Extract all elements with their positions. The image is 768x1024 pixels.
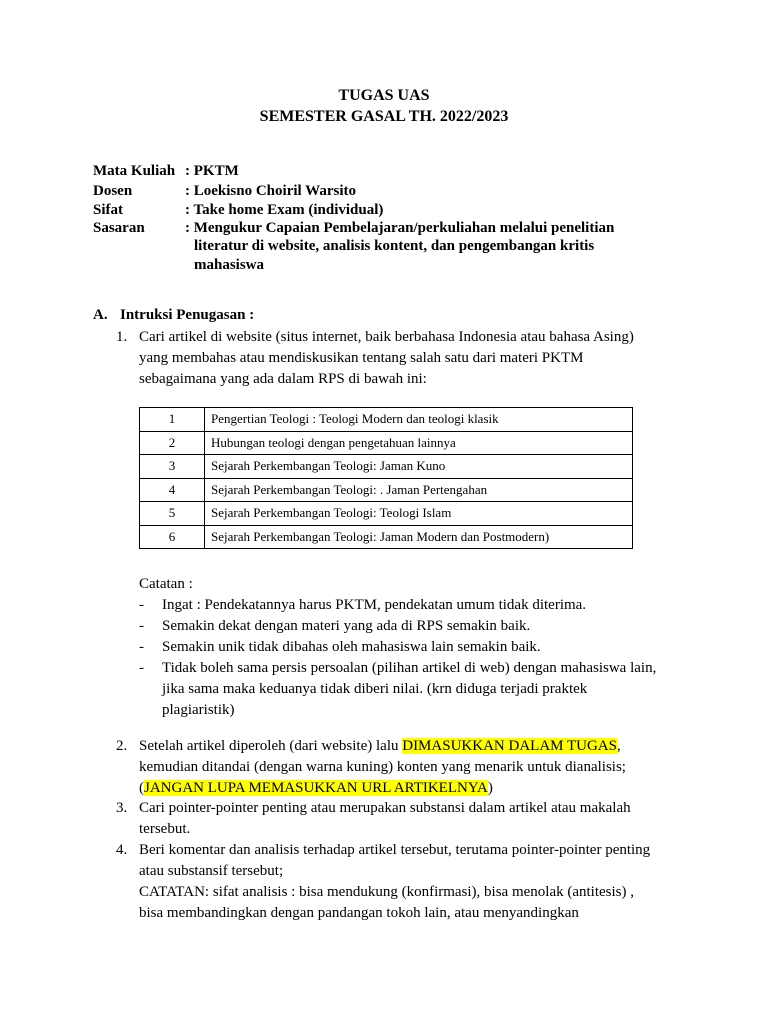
info-value-target-cont: mahasiswa [194,257,265,273]
table-cell-number: 3 [140,455,205,479]
paragraph-line: Beri komentar dan analisis terhadap artikel tersebut, terutama pointer-pointer penting [139,842,651,858]
list-number: 3. [116,800,128,816]
section-a-heading: Intruksi Penugasan : [120,307,255,323]
text-run: ( [139,780,144,796]
table-cell-number: 2 [140,431,205,455]
note-dash: - [139,639,144,655]
note-item-cont: jika sama maka keduanya tidak diberi nilai. (krn diduga terjadi praktek [162,681,588,697]
paragraph-line: sebagaimana yang ada dalam RPS di bawah ini: [139,371,427,387]
table-cell-topic: Hubungan teologi dengan pengetahuan lainnya [205,431,633,455]
note-item: Semakin dekat dengan materi yang ada di RPS semakin baik. [162,618,531,634]
note-dash: - [139,618,144,634]
table-row [140,408,633,432]
info-value-target: : Mengukur Capaian Pembelajaran/perkuliahan melalui penelitian [185,220,615,236]
info-value-course: : PKTM [185,163,239,179]
table-row [140,478,633,502]
paragraph-line: Cari pointer-pointer penting atau merupakan substansi dalam artikel atau makalah [139,800,631,816]
table-cell-topic: Sejarah Perkembangan Teologi: Teologi Islam [205,502,633,526]
document-title: TUGAS UAS [338,87,430,104]
table-cell-topic: Sejarah Perkembangan Teologi: Jaman Kuno [205,455,633,479]
highlighted-text: DIMASUKKAN DALAM TUGAS [402,738,617,754]
document-subtitle: SEMESTER GASAL TH. 2022/2023 [259,108,509,125]
table-row [140,502,633,526]
note-item: Semakin unik tidak dibahas oleh mahasiswa lain semakin baik. [162,639,541,655]
note-item: Ingat : Pendekatannya harus PKTM, pendekatan umum tidak diterima. [162,597,587,613]
table-cell-number: 4 [140,478,205,502]
note-item: Tidak boleh sama persis persoalan (pilihan artikel di web) dengan mahasiswa lain, [162,660,657,676]
notes-label: Catatan : [139,576,193,592]
paragraph-line: CATATAN: sifat analisis : bisa mendukung (konfirmasi), bisa menolak (antitesis) , [139,884,635,900]
paragraph-line [139,780,493,797]
table-row [140,431,633,455]
text-run: , [616,738,621,754]
rps-table [139,407,633,549]
table-cell-topic: Pengertian Teologi : Teologi Modern dan teologi klasik [205,408,633,432]
info-value-lecturer: : Loekisno Choiril Warsito [185,183,356,199]
info-label-course: Mata Kuliah [93,163,176,179]
note-dash: - [139,660,144,676]
info-label-type: Sifat [93,202,123,218]
info-value-target-cont: literatur di website, analisis kontent, dan pengembangan kritis [194,238,595,254]
list-number: 2. [116,738,128,754]
table-row [140,525,633,549]
table-cell-number: 5 [140,502,205,526]
table-cell-number: 6 [140,525,205,549]
paragraph-line: yang membahas atau mendiskusikan tentang salah satu dari materi PKTM [139,350,584,366]
info-value-type: : Take home Exam (individual) [185,202,384,218]
list-number: 1. [116,329,128,345]
table-cell-topic: Sejarah Perkembangan Teologi: Jaman Modern dan Postmodern) [205,525,633,549]
paragraph-line [139,738,621,755]
text-run: ) [487,780,493,796]
text-run: Setelah artikel diperoleh (dari website) lalu [139,738,403,754]
table-cell-number: 1 [140,408,205,432]
paragraph-line: Cari artikel di website (situs internet, baik berbahasa Indonesia atau bahasa Asing) [139,329,634,345]
paragraph-line: bisa membandingkan dengan pandangan tokoh lain, atau menyandingkan [139,905,579,921]
table-row [140,455,633,479]
paragraph-line: tersebut. [139,821,191,837]
note-dash: - [139,597,144,613]
highlighted-text: JANGAN LUPA MEMASUKKAN URL ARTIKELNYA [144,780,488,796]
paragraph-line: atau substansif tersebut; [139,863,284,879]
note-item-cont: plagiaristik) [162,702,235,718]
info-label-lecturer: Dosen [93,183,133,199]
info-label-target: Sasaran [93,220,145,236]
list-number: 4. [116,842,128,858]
section-a-number: A. [93,307,108,323]
table-cell-topic: Sejarah Perkembangan Teologi: . Jaman Pertengahan [205,478,633,502]
paragraph-line: kemudian ditandai (dengan warna kuning) konten yang menarik untuk dianalisis; [139,759,626,775]
